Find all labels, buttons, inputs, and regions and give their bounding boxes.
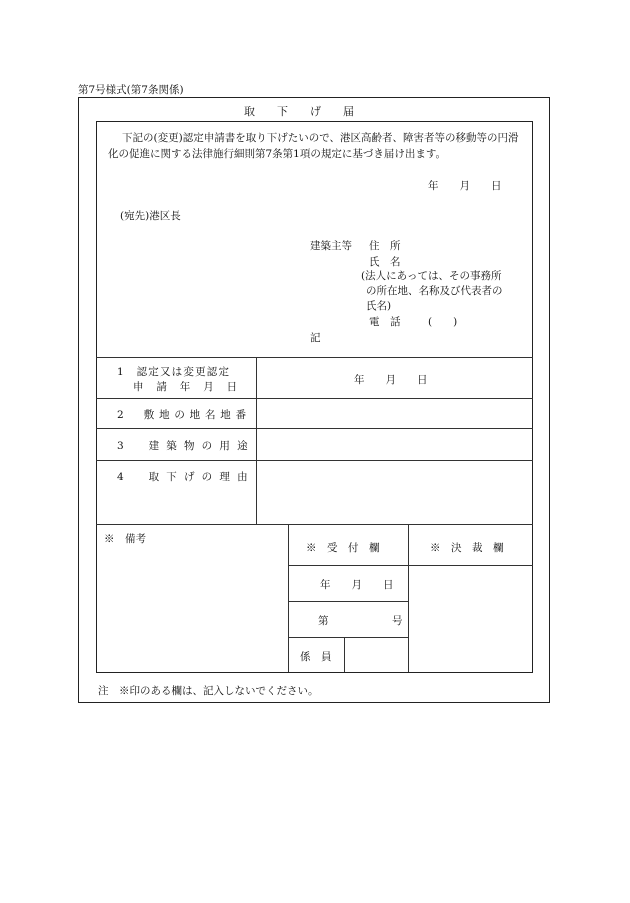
reception-no-prefix: 第 [318, 615, 329, 627]
reception-label: ※ 受 付 欄 [306, 542, 380, 554]
row1-value: 年 月 日 [354, 374, 428, 386]
reception-date-line [288, 601, 408, 602]
row3-label: 3 建築物の用途 [117, 440, 255, 452]
corp-note-line1: (法人にあっては、その事務所 [361, 270, 502, 282]
form-title: 取 下 げ 届 [244, 105, 354, 118]
table-top-line [96, 357, 533, 358]
phone-label: 電 話 [369, 316, 401, 328]
header-line [288, 565, 533, 566]
remarks-divider [288, 524, 289, 672]
row2-label: 2 敷地の地名地番 [117, 409, 251, 421]
row4-label: 4 取下げの理由 [117, 471, 255, 483]
reception-date: 年 月 日 [320, 579, 394, 591]
row-line-1 [96, 398, 533, 399]
decision-label: ※ 決 裁 欄 [430, 542, 504, 554]
corp-note-line2: の所在地、名称及び代表者の [366, 285, 503, 297]
inner-frame [96, 121, 533, 673]
row-line-3 [96, 460, 533, 461]
reception-divider [408, 524, 409, 672]
form-number-label: 第7号様式(第7条関係) [78, 84, 184, 96]
reception-no-suffix: 号 [392, 615, 403, 627]
row-line-2 [96, 428, 533, 429]
corp-note-line3: 氏名) [366, 300, 392, 312]
phone-paren: ( ) [428, 316, 458, 328]
address-label: 住 所 [369, 240, 401, 252]
row1-label-line2: 申 請 年 月 日 [133, 381, 239, 393]
addressee: (宛先)港区長 [120, 210, 181, 222]
row-line-4 [96, 524, 533, 525]
footer-note: 注 ※印のある欄は、記入しないでください。 [98, 685, 319, 697]
remarks-label: ※ 備考 [104, 533, 146, 545]
row1-label-line1: 1 認定又は変更認定 [117, 366, 231, 378]
statement-text: 下記の(変更)認定申請書を取り下げたいので、港区高齢者、障害者等の移動等の円滑化の促進に関する法律施行細則第7条第1項の規定に基づき届け出ます。 [108, 132, 519, 160]
staff-divider [344, 637, 345, 672]
staff-label: 係 員 [300, 651, 332, 663]
name-label: 氏 名 [369, 256, 401, 268]
table-col-divider [256, 357, 257, 524]
ki-mark: 記 [310, 332, 321, 344]
applicant-role-label: 建築主等 [310, 240, 352, 252]
reception-no-line [288, 637, 408, 638]
submission-date: 年 月 日 [428, 180, 502, 192]
